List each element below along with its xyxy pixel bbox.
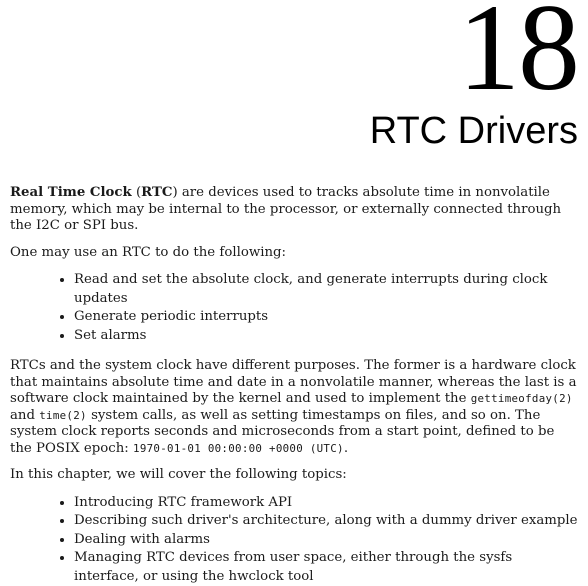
list-item: • Dealing with alarms [74,531,580,550]
list-item: • Set alarms [74,327,580,346]
list-item: • Generate periodic interrupts [74,308,580,327]
list-item: • Read and set the absolute clock, and generate interrupts during clock updates [74,271,580,308]
list-item: • Describing such driver's architecture, along with a dummy driver example [74,512,580,531]
term-real-time-clock: Real Time Clock [10,185,132,200]
chapter-body [10,185,580,586]
purpose-text-2: system calls, as well as setting timestamps on files, and so on. The system clock reports seconds and microseconds from a start point, defined to be the POSIX epoch: [10,408,554,456]
purpose-text-1: RTCs and the system clock have different purposes. The former is a hardware clock that maintains absolute time and date in a nonvolatile manner, whereas the last is a software clock maintained by the kernel and used to implement the [10,358,577,406]
chapter-title: RTC Drivers [370,109,578,153]
code-time: time(2) [39,409,87,422]
uses-list [10,271,580,345]
topics-list [10,494,580,586]
code-gettimeofday: gettimeofday(2) [471,392,573,405]
code-posix-epoch: 1970-01-01 00:00:00 +0000 (UTC) [133,442,344,455]
list-item: • Introducing RTC framework API [74,494,580,513]
list-item: • Managing RTC devices from user space, either through the sysfs interface, or using the hwclock tool [74,549,580,586]
uses-lead: One may use an RTC to do the following: [10,245,580,262]
intro-open-paren: ( [132,185,141,200]
chapter-number: 18 [458,0,578,110]
purpose-and: and [10,408,39,423]
purpose-end: . [344,441,348,456]
intro-text: ) are devices used to tracks absolute time in nonvolatile memory, which may be internal to the processor, or externally connected through the I2C or SPI bus. [10,185,561,233]
purpose-paragraph [10,358,580,457]
term-rtc-abbr: RTC [141,185,172,200]
topics-lead: In this chapter, we will cover the following topics: [10,467,580,484]
intro-paragraph [10,185,580,235]
